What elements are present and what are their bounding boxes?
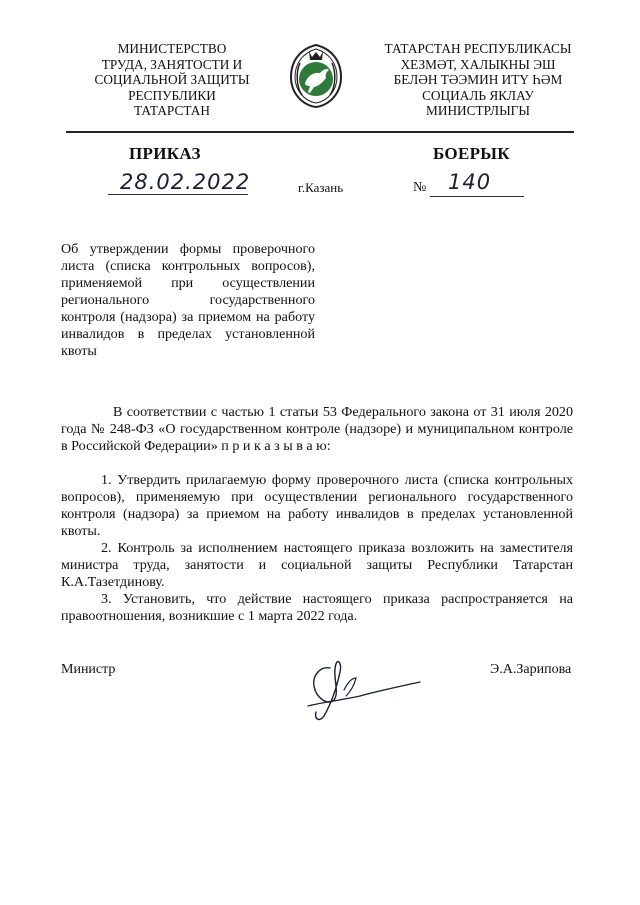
order-item-1: 1. Утвердить прилагаемую форму проверочного листа (списка контрольных вопросов), применяемую при осуществлении регионального государственного контроля (надзора) за приемом на работу инвалидов в пределах установленной квоты. [61,472,573,539]
ministry-name-tt-line: ХЕЗМӘТ, ХАЛЫКНЫ ЭШ [400,56,556,72]
ministry-name-tt-line: МИНИСТРЛЫГЫ [426,103,530,118]
order-title-ru: ПРИКАЗ [129,144,201,163]
ministry-name-ru-line: ТРУДА, ЗАНЯТОСТИ И [101,56,243,72]
ministry-name-ru-line: СОЦИАЛЬНОЙ ЗАЩИТЫ [94,72,250,87]
order-item-2: 2. Контроль за исполнением настоящего приказа возложить на заместителя министра труда, занятости и социальной защиты Республики Татарстан К.А.Тазетдинову. [61,540,573,590]
order-number: 140 [448,170,492,194]
ministry-name-tt-line: ТАТАРСТАН РЕСПУБЛИКАСЫ [384,41,572,56]
order-subject: Об утверждении формы проверочного листа (списка контрольных вопросов), применяемой при осуществлении регионального государственного контроля (надзора) за приемом на работу инвалидов в пределах установленной квоты [61,241,315,359]
preamble-paragraph: В соответствии с частью 1 статьи 53 Федерального закона от 31 июля 2020 года № 248-ФЗ «О государственном контроле (надзоре) и муниципальном контроле в Российской Федерации» п р и к а з ы в а ю: [61,404,573,454]
ministry-name-tt-line: БЕЛӘН ТӘЭМИН ИТҮ ҺӘМ [393,72,563,87]
signatory-name: Э.А.Зарипова [490,662,572,677]
order-date: 28.02.2022 [120,170,251,194]
ministry-name-ru-line: РЕСПУБЛИКИ [128,87,216,103]
date-underline [108,194,248,195]
ministry-name-tt-line: СОЦИАЛЬ ЯКЛАУ [422,87,534,103]
header-divider [66,131,574,133]
ministry-name-ru-line: ТАТАРСТАН [133,103,211,118]
signatory-title: Министр [61,662,116,677]
order-city: г.Казань [298,180,344,195]
emblem-icon [286,43,346,109]
number-underline [430,196,524,197]
order-item-3: 3. Установить, что действие настоящего приказа распространяется на правоотношения, возникшие с 1 марта 2022 года. [61,591,573,624]
number-sign: № [413,180,427,195]
signature-icon [290,656,430,728]
order-title-tt: БОЕРЫК [433,144,510,163]
ministry-name-ru-line: МИНИСТЕРСТВО [117,41,227,56]
ministry-name-ru [72,41,272,119]
ministry-name-tt [358,41,598,119]
